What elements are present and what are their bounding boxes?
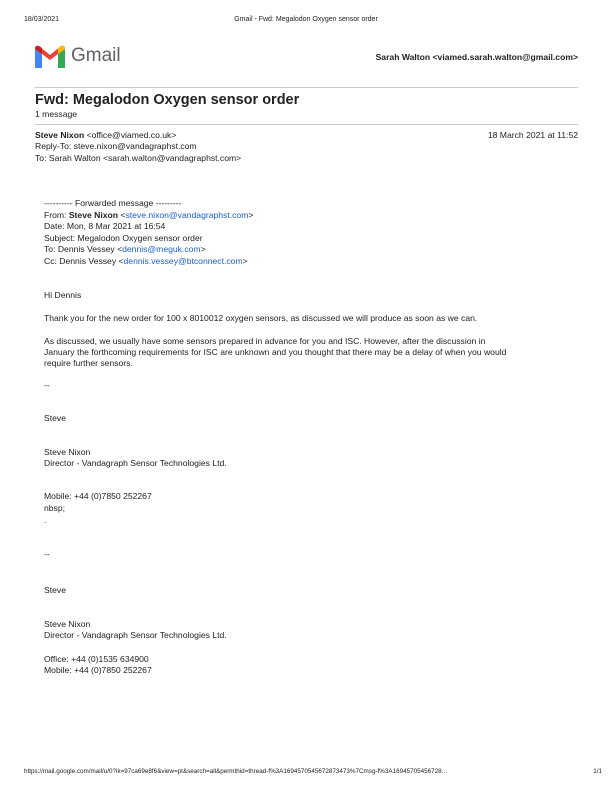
forward-cc xyxy=(44,256,248,267)
forward-to xyxy=(44,244,206,255)
signature-name: Steve Nixon xyxy=(44,447,91,457)
paragraph-2-line-1: As discussed, we usually have some sensors prepared in advance for you and ISC. However, after the discussion in xyxy=(44,336,486,346)
signature-short: Steve xyxy=(44,585,66,595)
account-label: Sarah Walton <viamed.sarah.walton@gmail.com> xyxy=(375,52,578,62)
email-subject: Fwd: Megalodon Oxygen sensor order xyxy=(35,92,300,108)
stray-dot: . xyxy=(44,515,47,525)
bracket: < xyxy=(120,210,126,220)
label: Cc: Dennis Vessey < xyxy=(44,256,124,266)
page-number: 1/1 xyxy=(593,768,602,775)
signature-separator: -- xyxy=(44,549,50,559)
signature-title: Director - Vandagraph Sensor Technologies Ltd. xyxy=(44,458,227,468)
signature-name: Steve Nixon xyxy=(44,619,91,629)
label: To: Dennis Vessey < xyxy=(44,244,123,254)
forward-date: Date: Mon, 8 Mar 2021 at 16:54 xyxy=(44,221,166,231)
forward-separator: ---------- Forwarded message --------- xyxy=(44,198,182,208)
forward-from-email-link[interactable]: steve.nixon@vandagraphst.com xyxy=(125,210,249,220)
message-date: 18 March 2021 at 11:52 xyxy=(487,130,578,140)
bracket: > xyxy=(248,210,254,220)
print-title: Gmail - Fwd: Megalodon Oxygen sensor order xyxy=(234,16,378,23)
print-url: https://mail.google.com/mail/u/0?ik=97ca69e8f6&view=pt&search=all&permthid=thread-f%3A1694570545672873473%7Cmsg-f%3A16945705456728... xyxy=(24,768,447,775)
forward-from-name: Steve Nixon xyxy=(68,210,119,220)
bracket: > xyxy=(242,256,248,266)
sender-name: Steve Nixon xyxy=(35,130,85,140)
signature-office: Office: +44 (0)1535 634900 xyxy=(44,654,149,664)
message-count: 1 message xyxy=(35,109,78,119)
forward-to-email-link[interactable]: dennis@meguk.com xyxy=(122,244,201,254)
paragraph-1: Thank you for the new order for 100 x 8010012 oxygen sensors, as discussed we will produce as soon as we can. xyxy=(44,313,478,323)
divider xyxy=(35,87,578,88)
recipient: To: Sarah Walton <sarah.walton@vandagraphst.com> xyxy=(35,153,242,163)
reply-to: Reply-To: steve.nixon@vandagraphst.com xyxy=(35,141,197,151)
forward-subject: Subject: Megalodon Oxygen sensor order xyxy=(44,233,203,243)
paragraph-2-line-2: January the forthcoming requirements for ISC are unknown and you thought that there may be a delay of when you would xyxy=(44,347,507,357)
forward-cc-email-link[interactable]: dennis.vessey@btconnect.com xyxy=(123,256,243,266)
signature-short: Steve xyxy=(44,413,66,423)
signature-separator: -- xyxy=(44,380,50,390)
signature-mobile: Mobile: +44 (0)7850 252267 xyxy=(44,665,152,675)
forward-from xyxy=(44,210,253,221)
sender-email: <office@viamed.co.uk> xyxy=(86,130,177,140)
gmail-logo-icon xyxy=(35,45,65,71)
sender xyxy=(35,130,176,141)
signature-mobile: Mobile: +44 (0)7850 252267 xyxy=(44,491,152,501)
paragraph-2-line-3: require further sensors. xyxy=(44,358,133,368)
print-date: 18/03/2021 xyxy=(24,16,60,23)
label: From: xyxy=(44,210,69,220)
bracket: > xyxy=(200,244,206,254)
gmail-wordmark: Gmail xyxy=(71,45,121,66)
divider xyxy=(35,124,578,125)
stray-text: nbsp; xyxy=(44,503,66,513)
greeting: Hi Dennis xyxy=(44,290,82,300)
signature-title: Director - Vandagraph Sensor Technologies Ltd. xyxy=(44,630,227,640)
